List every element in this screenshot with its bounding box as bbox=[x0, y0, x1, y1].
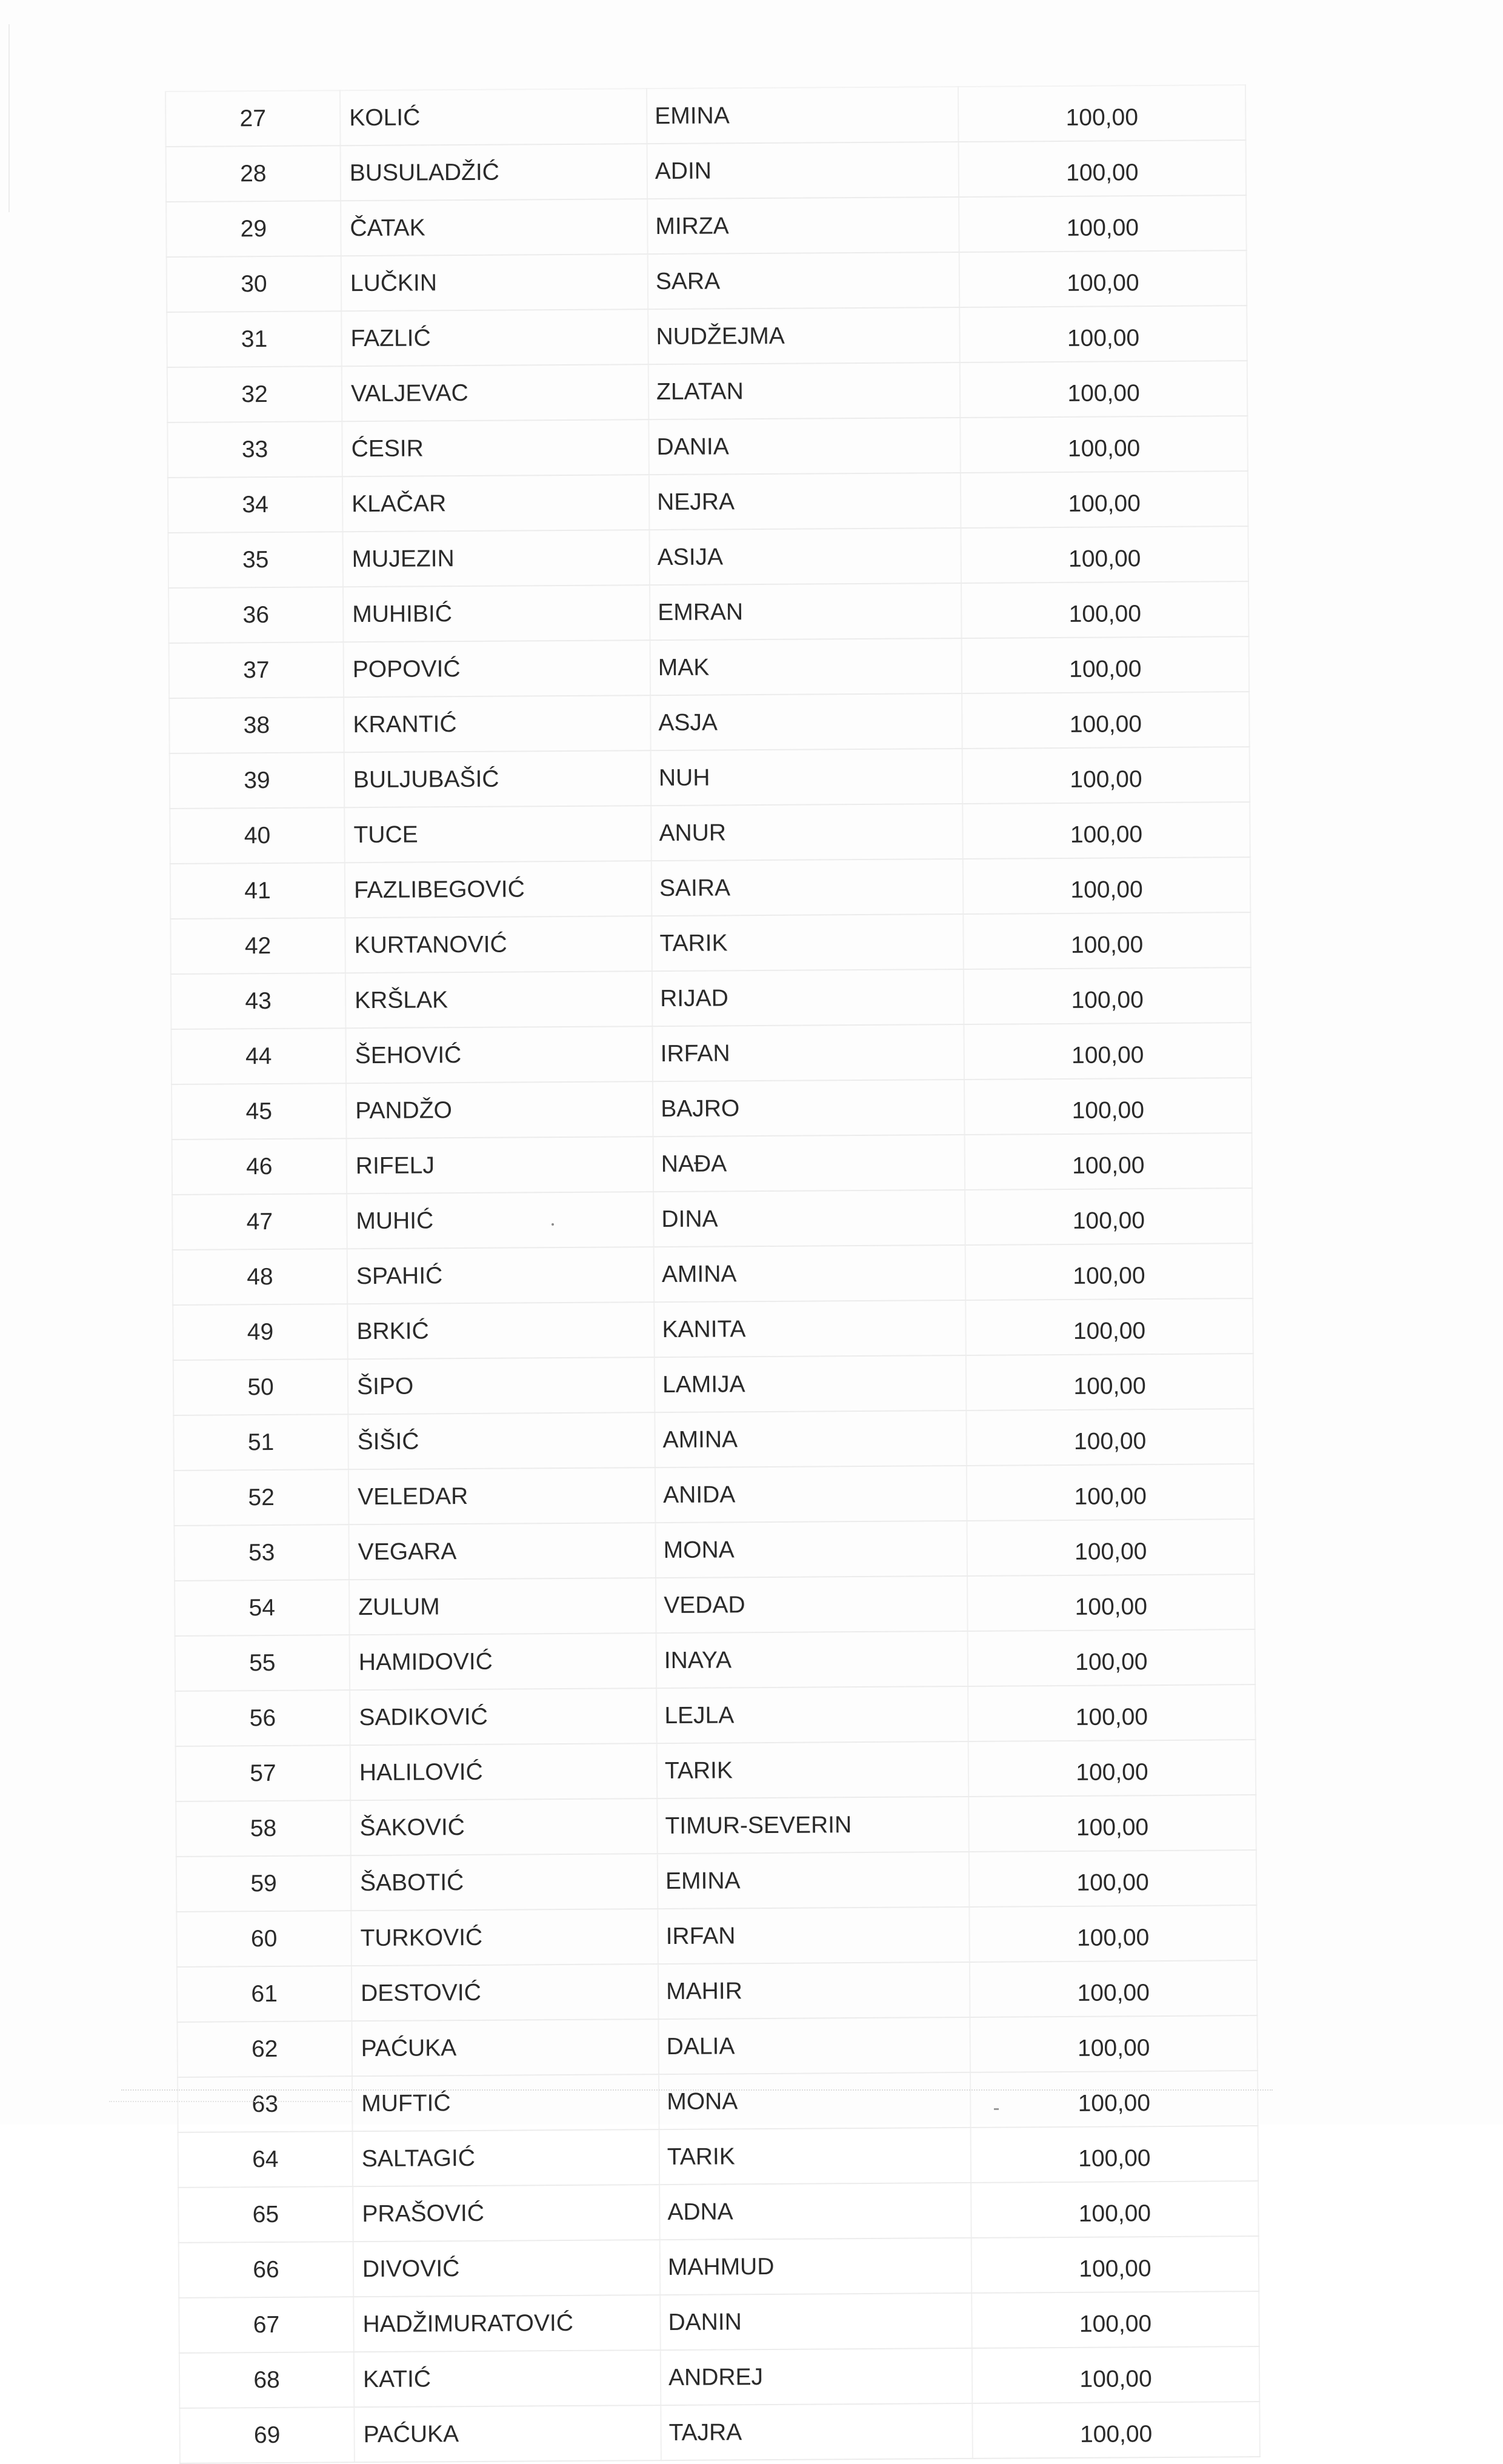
table-row bbox=[175, 1629, 1256, 1691]
amount-cell: 100,00 bbox=[962, 692, 1250, 749]
amount-cell: 100,00 bbox=[959, 250, 1247, 307]
amount-cell: 100,00 bbox=[965, 1188, 1253, 1245]
first-name-cell: IRFAN bbox=[652, 1024, 964, 1081]
last-name-cell: DIVOVIĆ bbox=[353, 2240, 661, 2297]
last-name-cell: SPAHIĆ bbox=[347, 1247, 655, 1304]
last-name-cell: VEGARA bbox=[348, 1523, 656, 1580]
amount-cell: 100,00 bbox=[970, 2015, 1258, 2072]
table-row bbox=[171, 1023, 1251, 1084]
table-row bbox=[179, 2236, 1259, 2298]
first-name-cell: NUDŽEJMA bbox=[648, 307, 960, 364]
first-name-cell: SARA bbox=[648, 252, 960, 309]
row-number-cell: 61 bbox=[177, 1966, 352, 2022]
first-name-cell: DANIA bbox=[648, 418, 961, 475]
table-row bbox=[179, 2346, 1260, 2408]
row-number-cell: 56 bbox=[175, 1690, 350, 1746]
row-number-cell: 52 bbox=[174, 1469, 349, 1526]
amount-cell: 100,00 bbox=[969, 1850, 1257, 1907]
bottom-scan-mark bbox=[994, 2108, 999, 2110]
row-number-cell: 64 bbox=[178, 2131, 353, 2188]
first-name-cell: TIMUR-SEVERIN bbox=[657, 1797, 969, 1854]
row-number-cell: 36 bbox=[168, 587, 344, 643]
last-name-cell: ŠIPO bbox=[348, 1357, 655, 1414]
table-row bbox=[179, 2291, 1259, 2353]
first-name-cell: AMINA bbox=[655, 1411, 967, 1467]
first-name-cell: ASJA bbox=[650, 693, 962, 750]
table-row bbox=[173, 1298, 1253, 1360]
table-row bbox=[173, 1409, 1254, 1471]
amount-cell: 100,00 bbox=[967, 1519, 1255, 1576]
first-name-cell: ADIN bbox=[647, 142, 959, 199]
table-row bbox=[171, 967, 1251, 1029]
row-number-cell: 34 bbox=[168, 476, 343, 533]
first-name-cell: KANITA bbox=[654, 1300, 966, 1357]
first-name-cell: DINA bbox=[653, 1190, 965, 1247]
amount-cell: 100,00 bbox=[971, 2181, 1259, 2238]
first-name-cell: DANIN bbox=[660, 2293, 972, 2350]
first-name-cell: INAYA bbox=[656, 1631, 968, 1688]
last-name-cell: FAZLIBEGOVIĆ bbox=[345, 861, 652, 918]
amount-cell: 100,00 bbox=[959, 195, 1247, 252]
last-name-cell: PRAŠOVIĆ bbox=[353, 2185, 660, 2242]
table-row bbox=[170, 747, 1250, 809]
row-number-cell: 38 bbox=[169, 697, 344, 753]
last-name-cell: PAĆUKA bbox=[354, 2405, 661, 2462]
table-row bbox=[169, 692, 1250, 753]
row-number-cell: 47 bbox=[172, 1194, 347, 1250]
row-number-cell: 44 bbox=[171, 1028, 346, 1084]
last-name-cell: HAMIDOVIĆ bbox=[350, 1633, 657, 1690]
row-number-cell: 48 bbox=[173, 1249, 348, 1305]
amount-cell: 100,00 bbox=[964, 967, 1251, 1024]
row-number-cell: 60 bbox=[176, 1911, 352, 1967]
first-name-cell: TARIK bbox=[659, 2128, 971, 2185]
row-number-cell: 40 bbox=[170, 807, 345, 864]
last-name-cell: SADIKOVIĆ bbox=[350, 1688, 657, 1745]
table-row bbox=[173, 1243, 1253, 1305]
last-name-cell: VALJEVAC bbox=[342, 364, 649, 421]
amount-cell: 100,00 bbox=[969, 1905, 1257, 1962]
first-name-cell: MONA bbox=[655, 1521, 967, 1578]
first-name-cell: DALIA bbox=[658, 2017, 970, 2074]
row-number-cell: 58 bbox=[176, 1800, 351, 1857]
last-name-cell: KRŠLAK bbox=[345, 971, 653, 1028]
first-name-cell: MONA bbox=[659, 2072, 971, 2129]
row-number-cell: 29 bbox=[166, 201, 341, 257]
last-name-cell: KATIĆ bbox=[354, 2350, 661, 2407]
last-name-cell: KRANTIĆ bbox=[344, 695, 651, 752]
first-name-cell: LAMIJA bbox=[655, 1355, 967, 1412]
amount-cell: 100,00 bbox=[968, 1740, 1256, 1797]
row-number-cell: 53 bbox=[174, 1524, 349, 1581]
row-number-cell: 50 bbox=[173, 1359, 348, 1415]
table-row bbox=[176, 1850, 1257, 1912]
table-row bbox=[173, 1354, 1254, 1415]
last-name-cell: VELEDAR bbox=[348, 1467, 656, 1524]
first-name-cell: ASIJA bbox=[649, 528, 961, 585]
amount-cell: 100,00 bbox=[962, 636, 1250, 693]
first-name-cell: NUH bbox=[651, 749, 963, 806]
first-name-cell: ANIDA bbox=[655, 1466, 967, 1523]
last-name-cell: HALILOVIĆ bbox=[350, 1743, 658, 1800]
table-row bbox=[167, 250, 1247, 312]
amount-cell: 100,00 bbox=[968, 1629, 1256, 1686]
row-number-cell: 68 bbox=[179, 2352, 355, 2408]
last-name-cell: MUJEZIN bbox=[342, 530, 650, 587]
amount-cell: 100,00 bbox=[965, 1298, 1253, 1355]
row-number-cell: 62 bbox=[177, 2021, 352, 2077]
amount-cell: 100,00 bbox=[960, 361, 1248, 418]
row-number-cell: 65 bbox=[178, 2186, 353, 2243]
row-number-cell: 69 bbox=[179, 2407, 355, 2463]
last-name-cell: FAZLIĆ bbox=[341, 309, 648, 366]
last-name-cell: TUCE bbox=[344, 806, 652, 863]
amount-cell: 100,00 bbox=[967, 1574, 1255, 1631]
table-row bbox=[172, 1078, 1252, 1140]
table-row bbox=[175, 1574, 1255, 1636]
last-name-cell: BUSULADŽIĆ bbox=[341, 144, 648, 201]
first-name-cell: MAHMUD bbox=[660, 2238, 972, 2295]
row-number-cell: 42 bbox=[170, 918, 345, 974]
table-row bbox=[172, 1133, 1253, 1195]
row-number-cell: 46 bbox=[172, 1138, 347, 1195]
amount-cell: 100,00 bbox=[959, 140, 1247, 197]
row-number-cell: 49 bbox=[173, 1304, 348, 1360]
amount-cell: 100,00 bbox=[963, 912, 1251, 969]
scan-edge-mark bbox=[8, 24, 10, 212]
amount-cell: 100,00 bbox=[961, 471, 1248, 528]
table-row bbox=[168, 581, 1249, 643]
amount-cell: 100,00 bbox=[966, 1354, 1254, 1411]
last-name-cell: PANDŽO bbox=[346, 1081, 653, 1138]
first-name-cell: TAJRA bbox=[661, 2403, 973, 2460]
amount-cell: 100,00 bbox=[959, 305, 1247, 362]
amount-cell: 100,00 bbox=[972, 2346, 1260, 2403]
amount-cell: 100,00 bbox=[967, 1464, 1255, 1521]
first-name-cell: EMINA bbox=[647, 87, 959, 144]
last-name-cell: MUHIBIĆ bbox=[343, 585, 650, 642]
first-name-cell: NAĐA bbox=[653, 1135, 965, 1192]
last-name-cell: LUČKIN bbox=[341, 254, 648, 311]
table-row bbox=[176, 1740, 1256, 1801]
last-name-cell: ŠIŠIĆ bbox=[348, 1412, 655, 1469]
last-name-cell: MUHIĆ bbox=[347, 1192, 654, 1249]
amount-cell: 100,00 bbox=[965, 1133, 1253, 1190]
row-number-cell: 35 bbox=[168, 532, 343, 588]
last-name-cell: BULJUBAŠIĆ bbox=[344, 750, 652, 807]
first-name-cell: ANDREJ bbox=[661, 2348, 973, 2405]
last-name-cell: HADŽIMURATOVIĆ bbox=[353, 2295, 661, 2352]
last-name-cell: DESTOVIĆ bbox=[352, 1964, 659, 2021]
amount-cell: 100,00 bbox=[971, 2291, 1259, 2348]
row-number-cell: 41 bbox=[170, 863, 345, 919]
row-number-cell: 31 bbox=[167, 311, 342, 367]
amount-cell: 100,00 bbox=[970, 1960, 1258, 2017]
table-row bbox=[177, 1960, 1258, 2022]
table-row bbox=[170, 912, 1251, 974]
table-row bbox=[167, 416, 1248, 478]
amount-cell: 100,00 bbox=[971, 2236, 1259, 2293]
amount-cell: 100,00 bbox=[958, 85, 1246, 142]
row-number-cell: 63 bbox=[178, 2076, 353, 2132]
table-row bbox=[176, 1795, 1256, 1857]
amount-cell: 100,00 bbox=[962, 747, 1250, 804]
table-row bbox=[166, 140, 1247, 202]
table-row bbox=[168, 471, 1248, 533]
table-row bbox=[165, 85, 1246, 147]
last-name-cell: RIFELJ bbox=[347, 1137, 654, 1194]
table-row bbox=[177, 2015, 1258, 2077]
row-number-cell: 66 bbox=[179, 2242, 354, 2298]
amount-cell: 100,00 bbox=[961, 526, 1248, 583]
last-name-cell: POPOVIĆ bbox=[344, 640, 651, 697]
last-name-cell: KURTANOVIĆ bbox=[345, 916, 652, 973]
table-row bbox=[174, 1519, 1255, 1581]
table-row bbox=[176, 1905, 1257, 1967]
table-row bbox=[175, 1684, 1256, 1746]
first-name-cell: AMINA bbox=[654, 1245, 966, 1302]
last-name-cell: KLAČAR bbox=[342, 475, 650, 532]
first-name-cell: EMINA bbox=[658, 1852, 970, 1909]
table-row bbox=[166, 195, 1247, 257]
amount-cell: 100,00 bbox=[964, 1023, 1251, 1080]
row-number-cell: 59 bbox=[176, 1855, 352, 1912]
table-row bbox=[172, 1188, 1253, 1250]
row-number-cell: 30 bbox=[167, 256, 342, 312]
amount-cell: 100,00 bbox=[970, 2071, 1258, 2128]
first-name-cell: MIRZA bbox=[647, 197, 959, 254]
amount-cell: 100,00 bbox=[966, 1409, 1254, 1466]
first-name-cell: TARIK bbox=[652, 914, 964, 971]
row-number-cell: 55 bbox=[175, 1635, 350, 1691]
amount-cell: 100,00 bbox=[968, 1795, 1256, 1852]
first-name-cell: EMRAN bbox=[650, 583, 962, 640]
first-name-cell: RIJAD bbox=[652, 969, 964, 1026]
first-name-cell: ADNA bbox=[659, 2183, 971, 2240]
bottom-dotted-rule bbox=[121, 2089, 1273, 2091]
last-name-cell: SALTAGIĆ bbox=[353, 2129, 660, 2186]
last-name-cell: PAĆUKA bbox=[352, 2019, 659, 2076]
bottom-scan-specks bbox=[109, 2101, 352, 2108]
last-name-cell: MUFTIĆ bbox=[352, 2074, 659, 2131]
table-row bbox=[169, 636, 1250, 698]
first-name-cell: MAK bbox=[650, 638, 962, 695]
row-number-cell: 27 bbox=[165, 90, 341, 147]
first-name-cell: ANUR bbox=[651, 804, 963, 861]
first-name-cell: VEDAD bbox=[656, 1576, 968, 1633]
row-number-cell: 67 bbox=[179, 2297, 354, 2353]
row-number-cell: 45 bbox=[172, 1083, 347, 1140]
row-number-cell: 33 bbox=[167, 421, 342, 478]
table-row bbox=[167, 305, 1247, 367]
last-name-cell: ŠEHOVIĆ bbox=[345, 1026, 653, 1083]
first-name-cell: NEJRA bbox=[649, 473, 961, 530]
last-name-cell: TURKOVIĆ bbox=[351, 1909, 658, 1966]
table-row bbox=[168, 526, 1248, 588]
table-row bbox=[178, 2126, 1259, 2188]
last-name-cell: ŠABOTIĆ bbox=[351, 1854, 658, 1911]
table-row bbox=[170, 857, 1251, 919]
table-row bbox=[170, 802, 1250, 864]
amount-cell: 100,00 bbox=[963, 857, 1251, 914]
amount-cell: 100,00 bbox=[962, 802, 1250, 859]
amount-cell: 100,00 bbox=[971, 2126, 1259, 2183]
first-name-cell: BAJRO bbox=[653, 1080, 965, 1137]
row-number-cell: 28 bbox=[166, 145, 341, 202]
amount-cell: 100,00 bbox=[961, 581, 1249, 638]
table-row bbox=[178, 2181, 1259, 2243]
last-name-cell: ZULUM bbox=[349, 1578, 656, 1635]
last-name-cell: KOLIĆ bbox=[340, 88, 647, 145]
row-number-cell: 32 bbox=[167, 366, 342, 422]
amount-cell: 100,00 bbox=[960, 416, 1248, 473]
amount-cell: 100,00 bbox=[968, 1684, 1256, 1741]
first-name-cell: MAHIR bbox=[658, 1962, 970, 2019]
table-row bbox=[167, 361, 1248, 422]
table-row bbox=[174, 1464, 1255, 1526]
amount-cell: 100,00 bbox=[965, 1243, 1253, 1300]
table-row bbox=[179, 2402, 1260, 2463]
row-number-cell: 51 bbox=[173, 1414, 348, 1471]
row-number-cell: 54 bbox=[175, 1580, 350, 1636]
amount-cell: 100,00 bbox=[972, 2402, 1260, 2459]
first-name-cell: TARIK bbox=[657, 1741, 969, 1798]
row-number-cell: 57 bbox=[176, 1745, 351, 1801]
row-number-cell: 39 bbox=[170, 752, 345, 809]
first-name-cell: SAIRA bbox=[652, 859, 964, 916]
first-name-cell: LEJLA bbox=[656, 1686, 968, 1743]
row-number-cell: 43 bbox=[171, 973, 346, 1029]
last-name-cell: BRKIĆ bbox=[347, 1302, 655, 1359]
first-name-cell: IRFAN bbox=[658, 1907, 970, 1964]
amount-cell: 100,00 bbox=[964, 1078, 1252, 1135]
last-name-cell: ČATAK bbox=[341, 199, 648, 256]
last-name-cell: ĆESIR bbox=[342, 419, 649, 476]
row-number-cell: 37 bbox=[169, 642, 344, 698]
first-name-cell: ZLATAN bbox=[648, 362, 961, 419]
last-name-cell: ŠAKOVIĆ bbox=[350, 1798, 658, 1855]
